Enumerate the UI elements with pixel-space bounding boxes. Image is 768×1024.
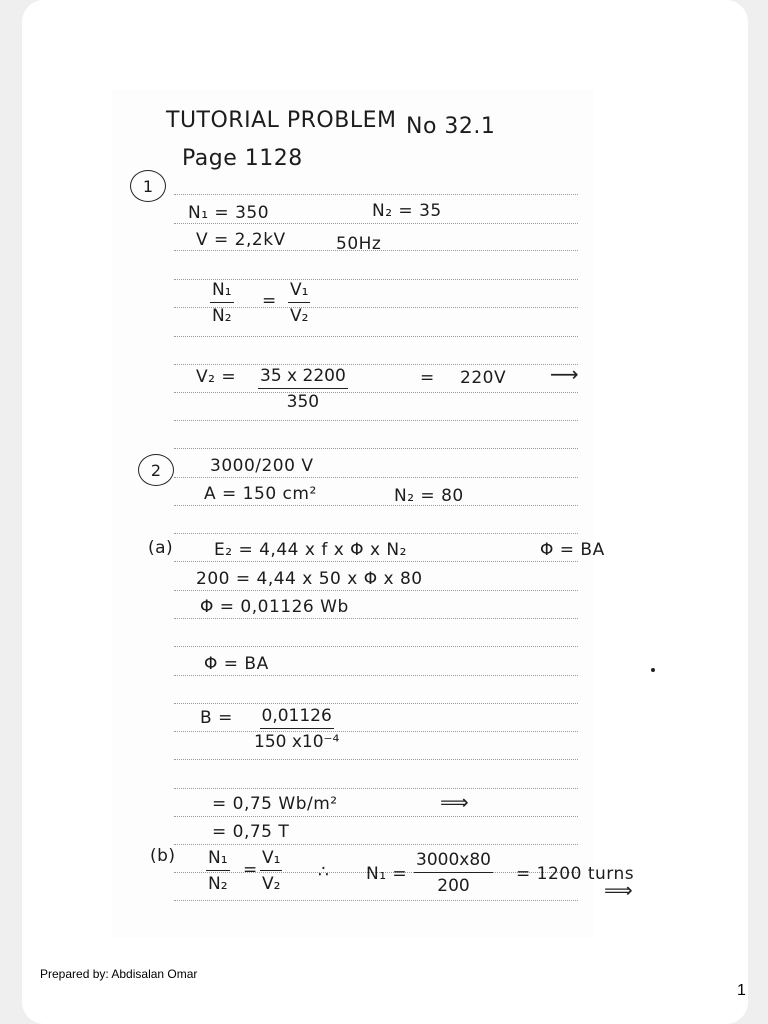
ruled-line xyxy=(174,590,578,591)
page-reference: Page 1128 xyxy=(182,146,303,171)
ruled-line xyxy=(174,759,578,760)
fraction-denominator: V₂ xyxy=(290,306,309,326)
p2-area: A = 150 cm² xyxy=(204,484,317,504)
ruled-line xyxy=(174,900,578,901)
p1-v2-label: V₂ = xyxy=(196,367,237,387)
ruled-line xyxy=(174,364,578,365)
fraction-numerator: 0,01126 xyxy=(260,706,334,729)
b-result-tesla: = 0,75 T xyxy=(212,822,290,842)
fraction-numerator: 35 x 2200 xyxy=(258,366,348,389)
flux-ba: Φ = BA xyxy=(204,654,269,674)
flux-definition: Φ = BA xyxy=(540,540,605,560)
b-ratio-lhs xyxy=(206,848,230,894)
fraction-denominator: 350 xyxy=(286,392,320,412)
fraction-denominator: N₂ xyxy=(212,306,232,326)
n1-fraction xyxy=(414,850,493,896)
p1-n2: N₂ = 35 xyxy=(372,201,442,221)
p1-voltage: V = 2,2kV xyxy=(196,230,286,250)
p1-v2-result: 220V xyxy=(460,368,507,388)
tutorial-title: TUTORIAL PROBLEM xyxy=(166,108,397,133)
answer-arrow-icon: ⟹ xyxy=(440,790,469,814)
ruled-line xyxy=(174,392,578,393)
ruled-line xyxy=(174,194,578,195)
problem-2-marker: 2 xyxy=(138,454,174,486)
ruled-line xyxy=(174,307,578,308)
flux-result: Φ = 0,01126 Wb xyxy=(200,597,349,617)
therefore-symbol: ∴ xyxy=(318,862,330,882)
fraction-numerator: N₁ xyxy=(206,848,230,871)
ruled-line xyxy=(174,731,578,732)
ruled-line xyxy=(174,675,578,676)
part-a-label: (a) xyxy=(148,538,174,558)
p1-v2-fraction xyxy=(258,366,348,412)
problem-1-marker: 1 xyxy=(130,170,166,202)
fraction-numerator: 3000x80 xyxy=(414,850,493,873)
p1-ratio-lhs xyxy=(210,280,234,326)
ruled-line xyxy=(174,561,578,562)
ink-dot xyxy=(651,668,655,672)
p1-ratio-rhs xyxy=(288,280,310,326)
fraction-denominator: V₂ xyxy=(262,874,281,894)
ruled-line xyxy=(174,703,578,704)
p2-rating: 3000/200 V xyxy=(210,456,314,476)
equals-sign: = xyxy=(243,860,258,880)
ruled-line xyxy=(174,448,578,449)
p1-n1: N₁ = 350 xyxy=(188,203,270,223)
fraction-denominator: 200 xyxy=(437,876,470,896)
ruled-line xyxy=(174,477,578,478)
page-number: 1 xyxy=(737,982,746,999)
b-fraction xyxy=(254,706,339,752)
fraction-denominator: N₂ xyxy=(208,874,228,894)
n1-result: = 1200 turns xyxy=(516,864,635,884)
p2-n2: N₂ = 80 xyxy=(394,486,464,506)
ruled-line xyxy=(174,505,578,506)
b-label: B = xyxy=(200,708,233,728)
emf-equation: E₂ = 4,44 x f x Φ x N₂ xyxy=(214,540,407,560)
equals-sign: = xyxy=(262,291,277,311)
equals-sign: = xyxy=(420,368,435,388)
answer-arrow-icon: ⟶ xyxy=(550,362,579,386)
ruled-line xyxy=(174,816,578,817)
problem-number: No 32.1 xyxy=(406,114,496,139)
fraction-numerator: N₁ xyxy=(210,280,234,303)
fraction-numerator: V₁ xyxy=(288,280,310,303)
fraction-numerator: V₁ xyxy=(260,848,282,871)
part-b-label: (b) xyxy=(150,846,176,866)
ruled-line xyxy=(174,533,578,534)
ruled-line xyxy=(174,420,578,421)
ruled-line xyxy=(174,279,578,280)
scanned-notes xyxy=(112,90,594,938)
answer-arrow-icon: ⟹ xyxy=(604,878,633,902)
fraction-denominator: 150 x10⁻⁴ xyxy=(254,732,340,752)
ruled-line xyxy=(174,223,578,224)
ruled-line xyxy=(174,844,578,845)
ruled-line xyxy=(174,646,578,647)
emf-substituted: 200 = 4,44 x 50 x Φ x 80 xyxy=(196,569,423,589)
ruled-line xyxy=(174,788,578,789)
ruled-line xyxy=(174,336,578,337)
b-ratio-rhs xyxy=(260,848,282,894)
prepared-by: Prepared by: Abdisalan Omar xyxy=(40,967,198,981)
n1-label: N₁ = xyxy=(366,864,408,884)
p1-frequency: 50Hz xyxy=(336,234,382,254)
ruled-line xyxy=(174,618,578,619)
b-result-wb: = 0,75 Wb/m² xyxy=(212,794,338,814)
